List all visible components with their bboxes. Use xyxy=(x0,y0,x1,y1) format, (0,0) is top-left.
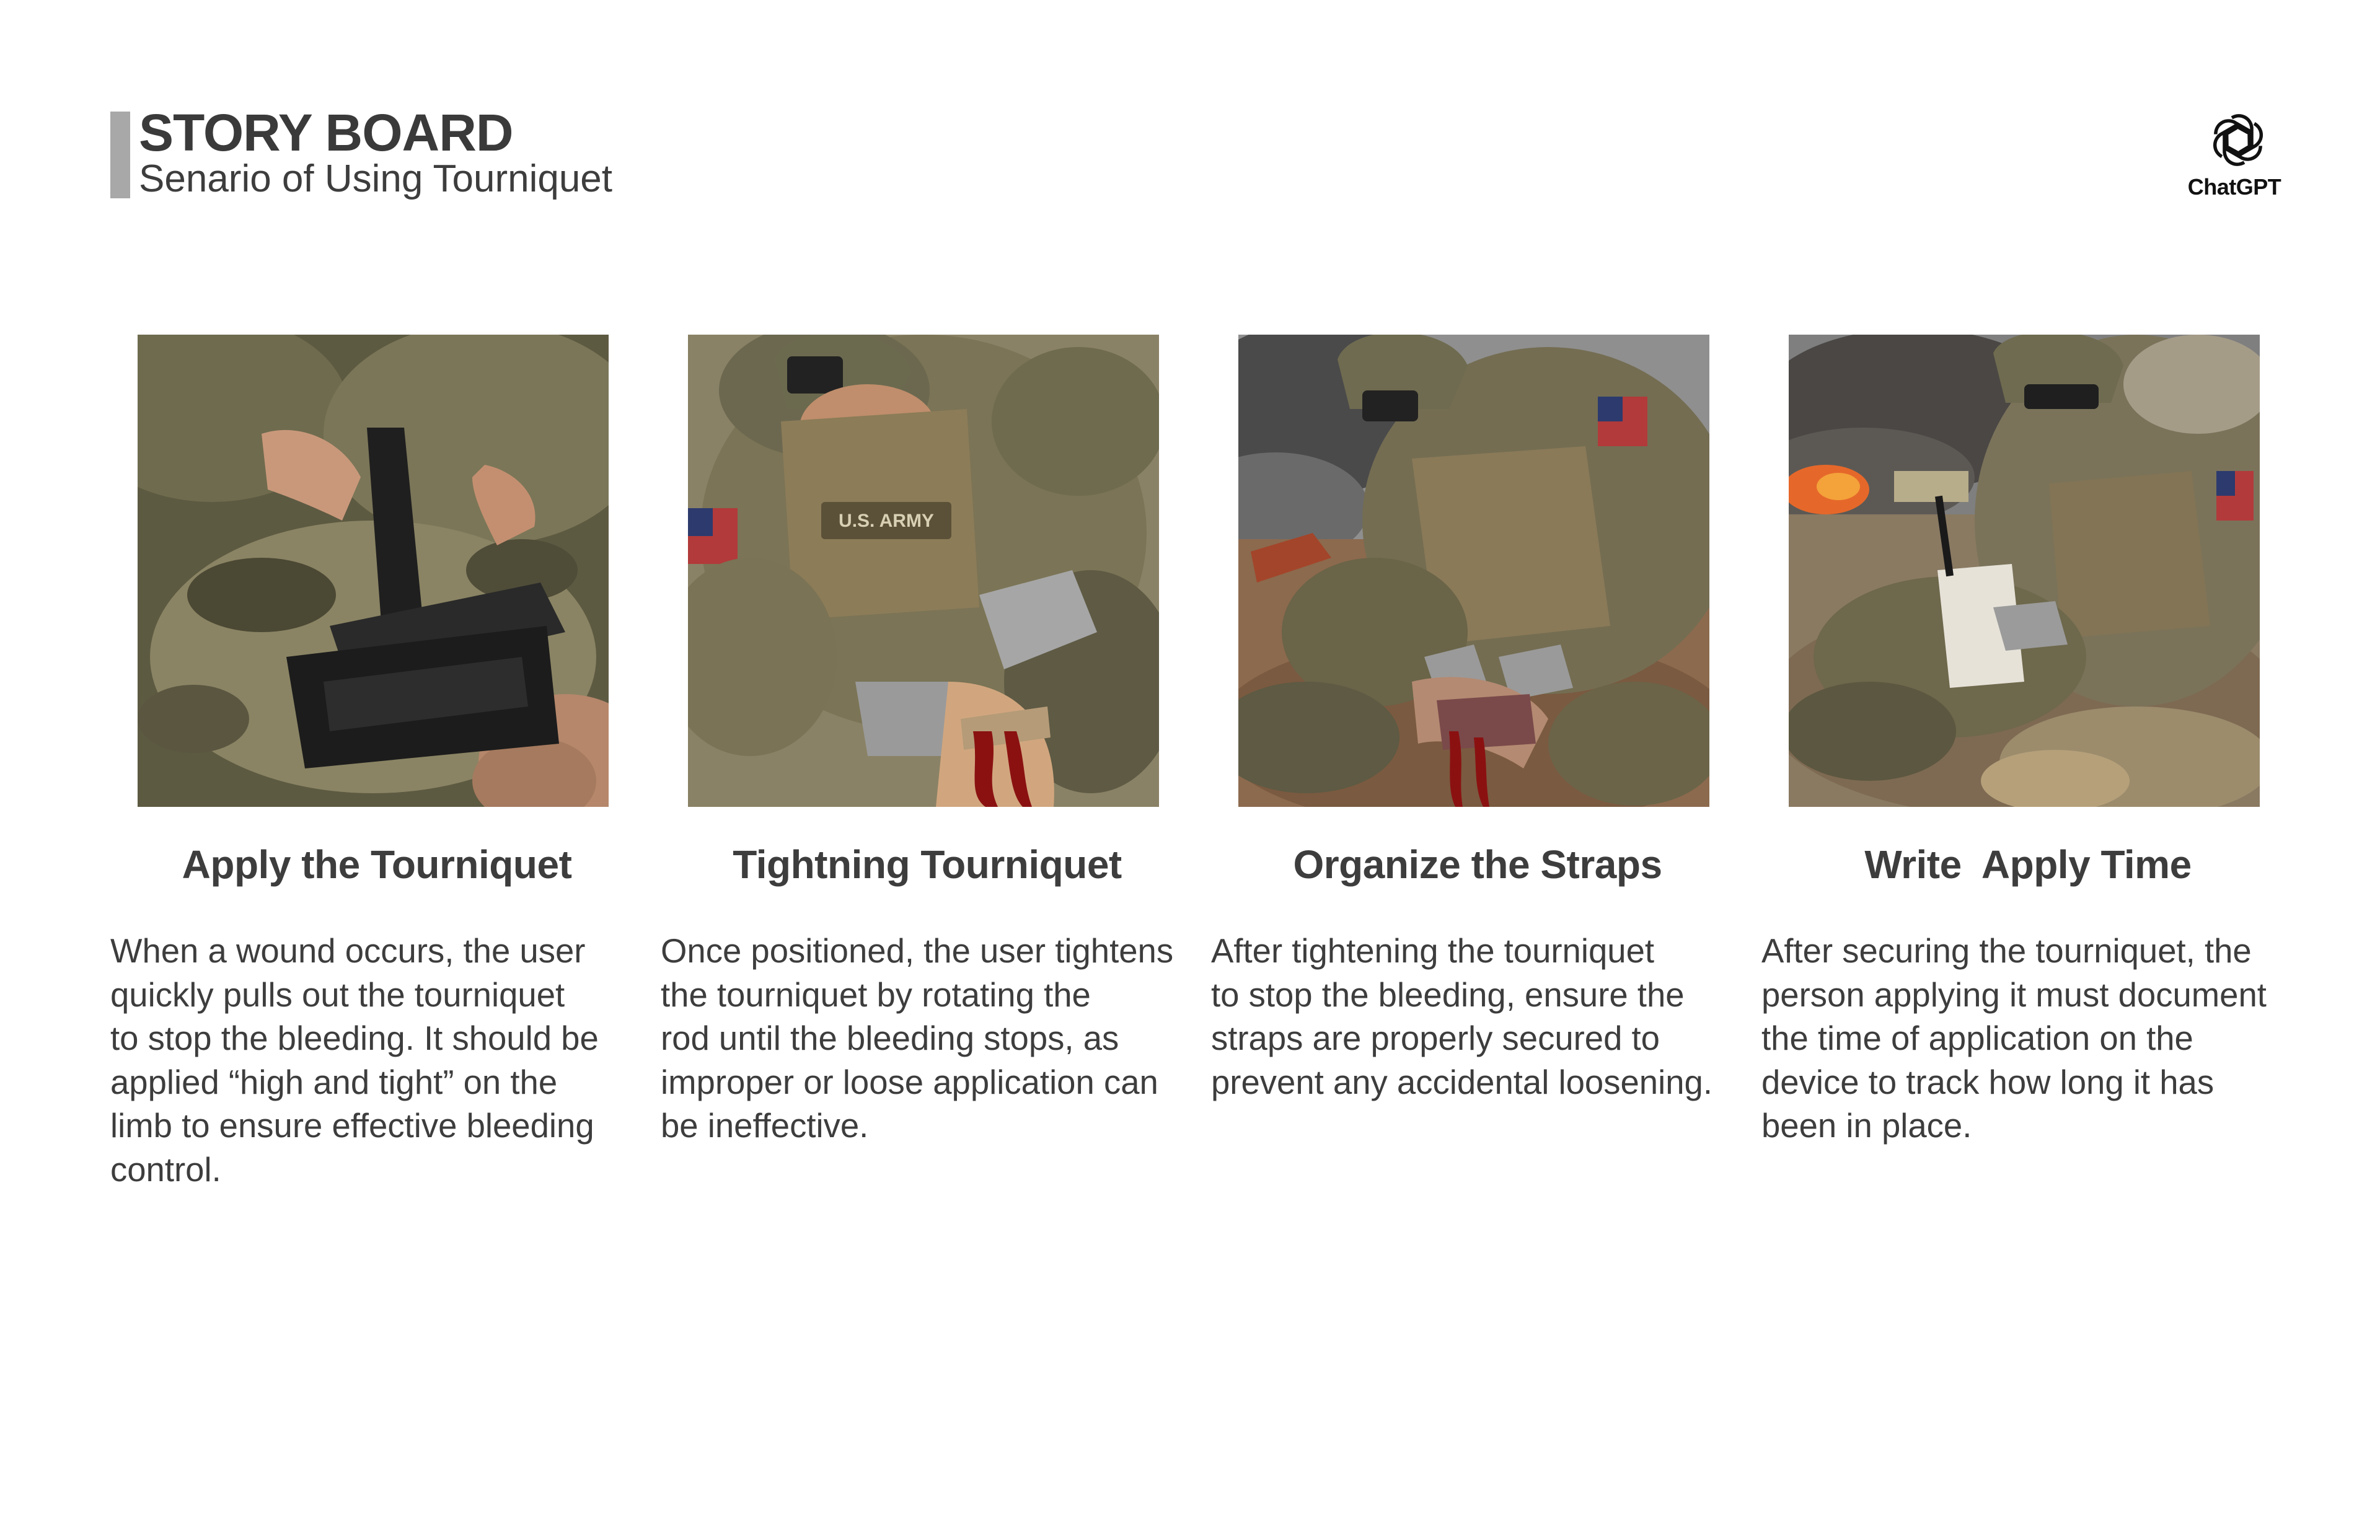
panel-caption: Organize the Straps xyxy=(1293,842,1662,887)
chatgpt-label: ChatGPT xyxy=(2187,174,2281,200)
panel-caption: Tightning Tourniquet xyxy=(733,842,1122,887)
description-line: rod until the bleeding stops, as xyxy=(661,1019,1119,1057)
soldier-writing-apply-time-image xyxy=(1789,335,2260,807)
panel-description xyxy=(1211,930,1744,1104)
description-line: After securing the tourniquet, the xyxy=(1761,932,2252,970)
svg-text:U.S. ARMY: U.S. ARMY xyxy=(839,511,934,531)
description-line: straps are properly secured to xyxy=(1211,1019,1660,1057)
description-line: be ineffective. xyxy=(661,1107,869,1145)
description-line: prevent any accidental loosening. xyxy=(1211,1063,1712,1101)
description-line: device to track how long it has xyxy=(1761,1063,2215,1101)
description-line: person applying it must document xyxy=(1761,975,2267,1014)
chatgpt-logo xyxy=(2185,109,2284,202)
description-line: improper or loose application can xyxy=(661,1063,1158,1101)
description-line: quickly pulls out the tourniquet xyxy=(110,975,565,1014)
soldier-organizing-straps-image xyxy=(1238,335,1709,807)
openai-logo-icon xyxy=(2207,109,2269,171)
description-line: been in place. xyxy=(1761,1107,1972,1145)
description-line: After tightening the tourniquet xyxy=(1211,932,1655,970)
panel-description xyxy=(661,930,1194,1148)
page-title: STORY BOARD xyxy=(139,103,513,162)
panel-caption: Apply the Tourniquet xyxy=(182,842,572,887)
description-line: control. xyxy=(110,1150,221,1189)
panel-description xyxy=(110,930,643,1192)
description-line: limb to ensure effective bleeding xyxy=(110,1107,594,1145)
page-subtitle: Senario of Using Tourniquet xyxy=(139,157,613,200)
soldier-tightening-tourniquet-image xyxy=(688,335,1159,807)
description-line: Once positioned, the user tightens xyxy=(661,932,1174,970)
description-line: to stop the bleeding, ensure the xyxy=(1211,975,1685,1014)
description-line: When a wound occurs, the user xyxy=(110,932,586,970)
soldier-applying-tourniquet-image xyxy=(138,335,609,807)
panel-description xyxy=(1761,930,2294,1148)
description-line: to stop the bleeding. It should be xyxy=(110,1019,599,1057)
panel-caption: Write Apply Time xyxy=(1864,842,2192,887)
description-line: applied “high and tight” on the xyxy=(110,1063,558,1101)
header-accent-bar xyxy=(110,112,130,198)
description-line: the time of application on the xyxy=(1761,1019,2193,1057)
description-line: the tourniquet by rotating the xyxy=(661,975,1091,1014)
